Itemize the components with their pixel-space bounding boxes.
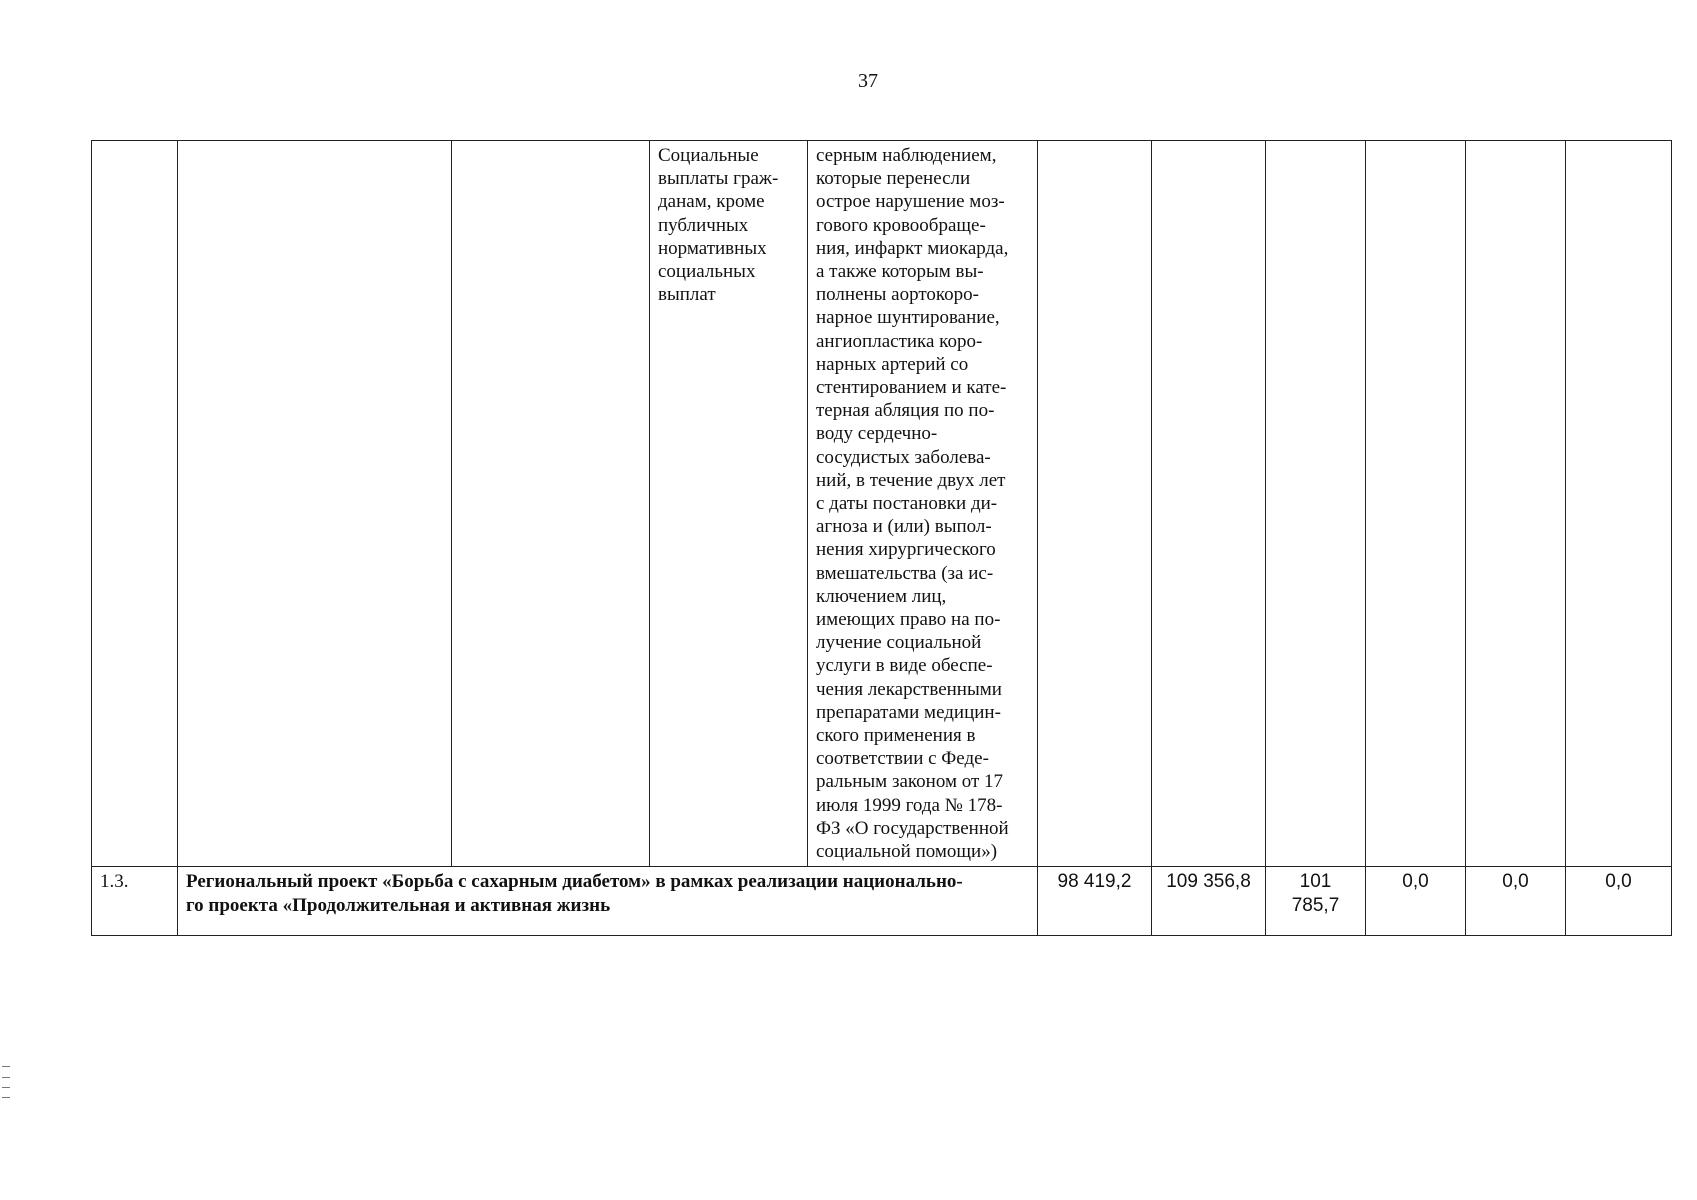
table-row-continuation bbox=[92, 141, 1672, 867]
budget-table bbox=[91, 140, 1672, 936]
cell-value-empty bbox=[1152, 141, 1266, 867]
cell-value-3: 101 785,7 bbox=[1266, 867, 1366, 936]
cell-value-empty bbox=[1466, 141, 1566, 867]
cell-value-empty bbox=[1366, 141, 1466, 867]
binding-mark-decoration bbox=[2, 1066, 10, 1098]
cell-value-6: 0,0 bbox=[1566, 867, 1672, 936]
cell-value-2: 109 356,8 bbox=[1152, 867, 1266, 936]
cell-expense-type: Социальные выплаты граж- данам, кроме публичных нормативных социальных выплат bbox=[650, 141, 808, 867]
cell-executor bbox=[452, 141, 650, 867]
cell-name bbox=[178, 141, 452, 867]
cell-value-empty bbox=[1566, 141, 1672, 867]
cell-number bbox=[92, 141, 178, 867]
cell-project-number: 1.3. bbox=[92, 867, 178, 936]
table-row-project bbox=[92, 867, 1672, 936]
cell-value-5: 0,0 bbox=[1466, 867, 1566, 936]
cell-value-1: 98 419,2 bbox=[1038, 867, 1152, 936]
page-number: 37 bbox=[858, 70, 878, 92]
cell-description: серным наблюдением, которые перенесли острое нарушение моз- гового кровообраще- ния, инфаркт миокарда, а также которым вы- полнены аортокоро- нарное шунтирование, ангиопластика коро- нарных артерий со стентированием и кате- терная абляция по по- воду сердечно- сосудистых заболева- ний, в течение двух лет с даты постановки ди- агноза и (или) выпол- нения хирургического вмешательства (за ис- ключением лиц, имеющих право на по- лучение социальной услуги в виде обеспе- чения лекарственными препаратами медицин- ского применения в соответствии с Феде- ральным законом от 17 июля 1999 года № 178- ФЗ «О государственной социальной помощи») bbox=[808, 141, 1038, 867]
cell-value-empty bbox=[1266, 141, 1366, 867]
cell-value-empty bbox=[1038, 141, 1152, 867]
cell-project-title: Региональный проект «Борьба с сахарным диабетом» в рамках реализации национально- го проекта «Продолжительная и активная жизнь bbox=[178, 867, 1038, 936]
cell-value-4: 0,0 bbox=[1366, 867, 1466, 936]
